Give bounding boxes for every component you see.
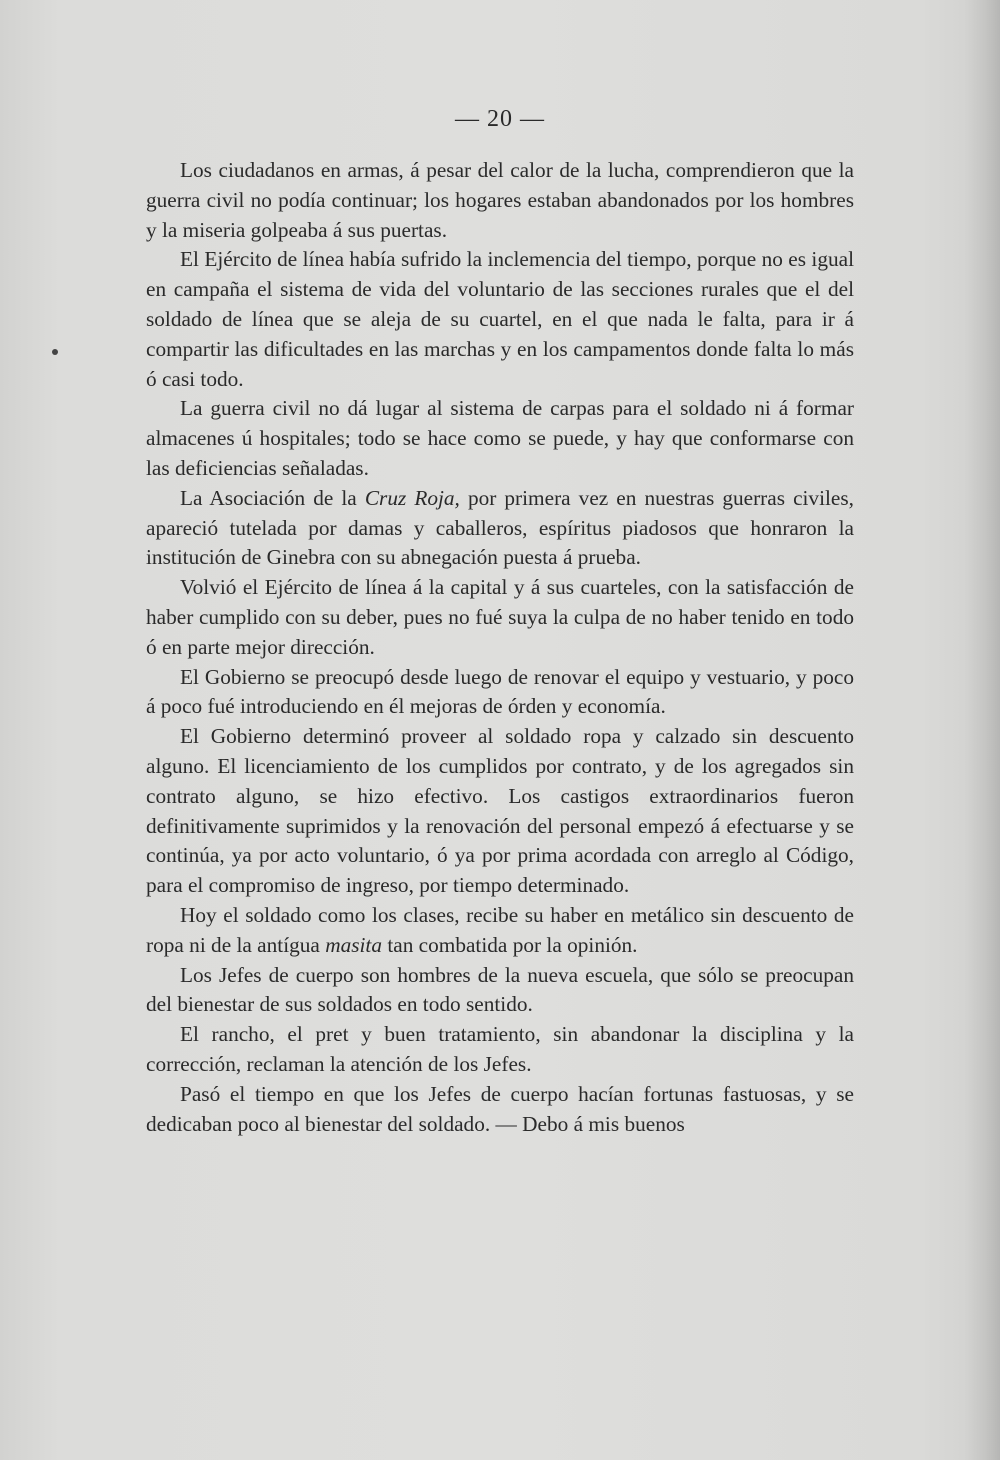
paragraph-6: El Gobierno se preocupó desde luego de renovar el equipo y vestuario, y poco á poco fué introduciendo en él mejoras de órden y economía. xyxy=(146,664,854,719)
paragraph-5: Volvió el Ejército de línea á la capital y á sus cuarteles, con la satisfacción de haber cumplido con su deber, pues no fué suya la culpa de no haber tenido en todo ó en parte mejor dirección. xyxy=(146,575,854,659)
ink-speck xyxy=(52,349,58,355)
paragraph-9: Los Jefes de cuerpo son hombres de la nueva escuela, que sólo se preocupan del bienestar de sus soldados en todo sentido. xyxy=(146,962,854,1017)
paragraph-3: La guerra civil no dá lugar al sistema de carpas para el soldado ni á formar almacenes ú hospitales; todo se hace como se puede, y hay que conformarse con las deficiencias señaladas. xyxy=(146,396,854,480)
body-text xyxy=(146,156,854,1139)
paragraph-8-end: tan combatida por la opinión. xyxy=(382,932,638,957)
paragraph-4 xyxy=(146,484,854,573)
paragraph-4-start: La Asociación de la xyxy=(180,485,365,510)
paragraph-1: Los ciudadanos en armas, á pesar del calor de la lucha, comprendieron que la guerra civil no podía continuar; los hogares estaban abandonados por los hombres y la miseria golpeaba á sus puertas. xyxy=(146,158,854,242)
cruz-roja-italic: Cruz Roja, xyxy=(364,485,460,510)
page-number: — 20 — xyxy=(455,106,545,132)
page-edge-shadow xyxy=(964,0,1000,1460)
paragraph-8 xyxy=(146,901,854,961)
paragraph-4-end: por primera vez en nuestras guerras civiles, apareció tutelada por damas y caballeros, espíritus piadosos que honraron la institución de Ginebra con su abnegación puesta á prueba. xyxy=(146,485,854,570)
paragraph-2: El Ejército de línea había sufrido la inclemencia del tiempo, porque no es igual en campaña el sistema de vida del voluntario de las secciones rurales que el del soldado de línea que se aleja de su cuartel, en el que nada le falta, para ir á compartir las dificultades en las marchas y en los campamentos donde falta lo más ó casi todo. xyxy=(146,247,854,391)
masita-italic: masita xyxy=(325,932,382,957)
paragraph-8-start: Hoy el soldado como los clases, recibe su haber en metálico sin descuento de ropa ni de la antígua xyxy=(146,902,854,957)
paragraph-10: El rancho, el pret y buen tratamiento, sin abandonar la disciplina y la corrección, reclaman la atención de los Jefes. xyxy=(146,1022,854,1076)
paragraph-7: El Gobierno determinó proveer al soldado ropa y calzado sin descuento alguno. El licenciamiento de los cumplidos por contrato, y de los agregados sin contrato alguno, se hizo efectivo. Los castigos extraordinarios fueron definitivamente suprimidos y la renovación del personal empezó á efectuarse y se continúa, ya por acto voluntario, ó ya por prima acordada con arreglo al Código, para el compromiso de ingreso, por tiempo determinado. xyxy=(146,724,854,898)
paragraph-11: Pasó el tiempo en que los Jefes de cuerpo hacían fortunas fastuosas, y se dedicaban poco al bienestar del soldado. — Debo á mis buenos xyxy=(146,1081,854,1136)
